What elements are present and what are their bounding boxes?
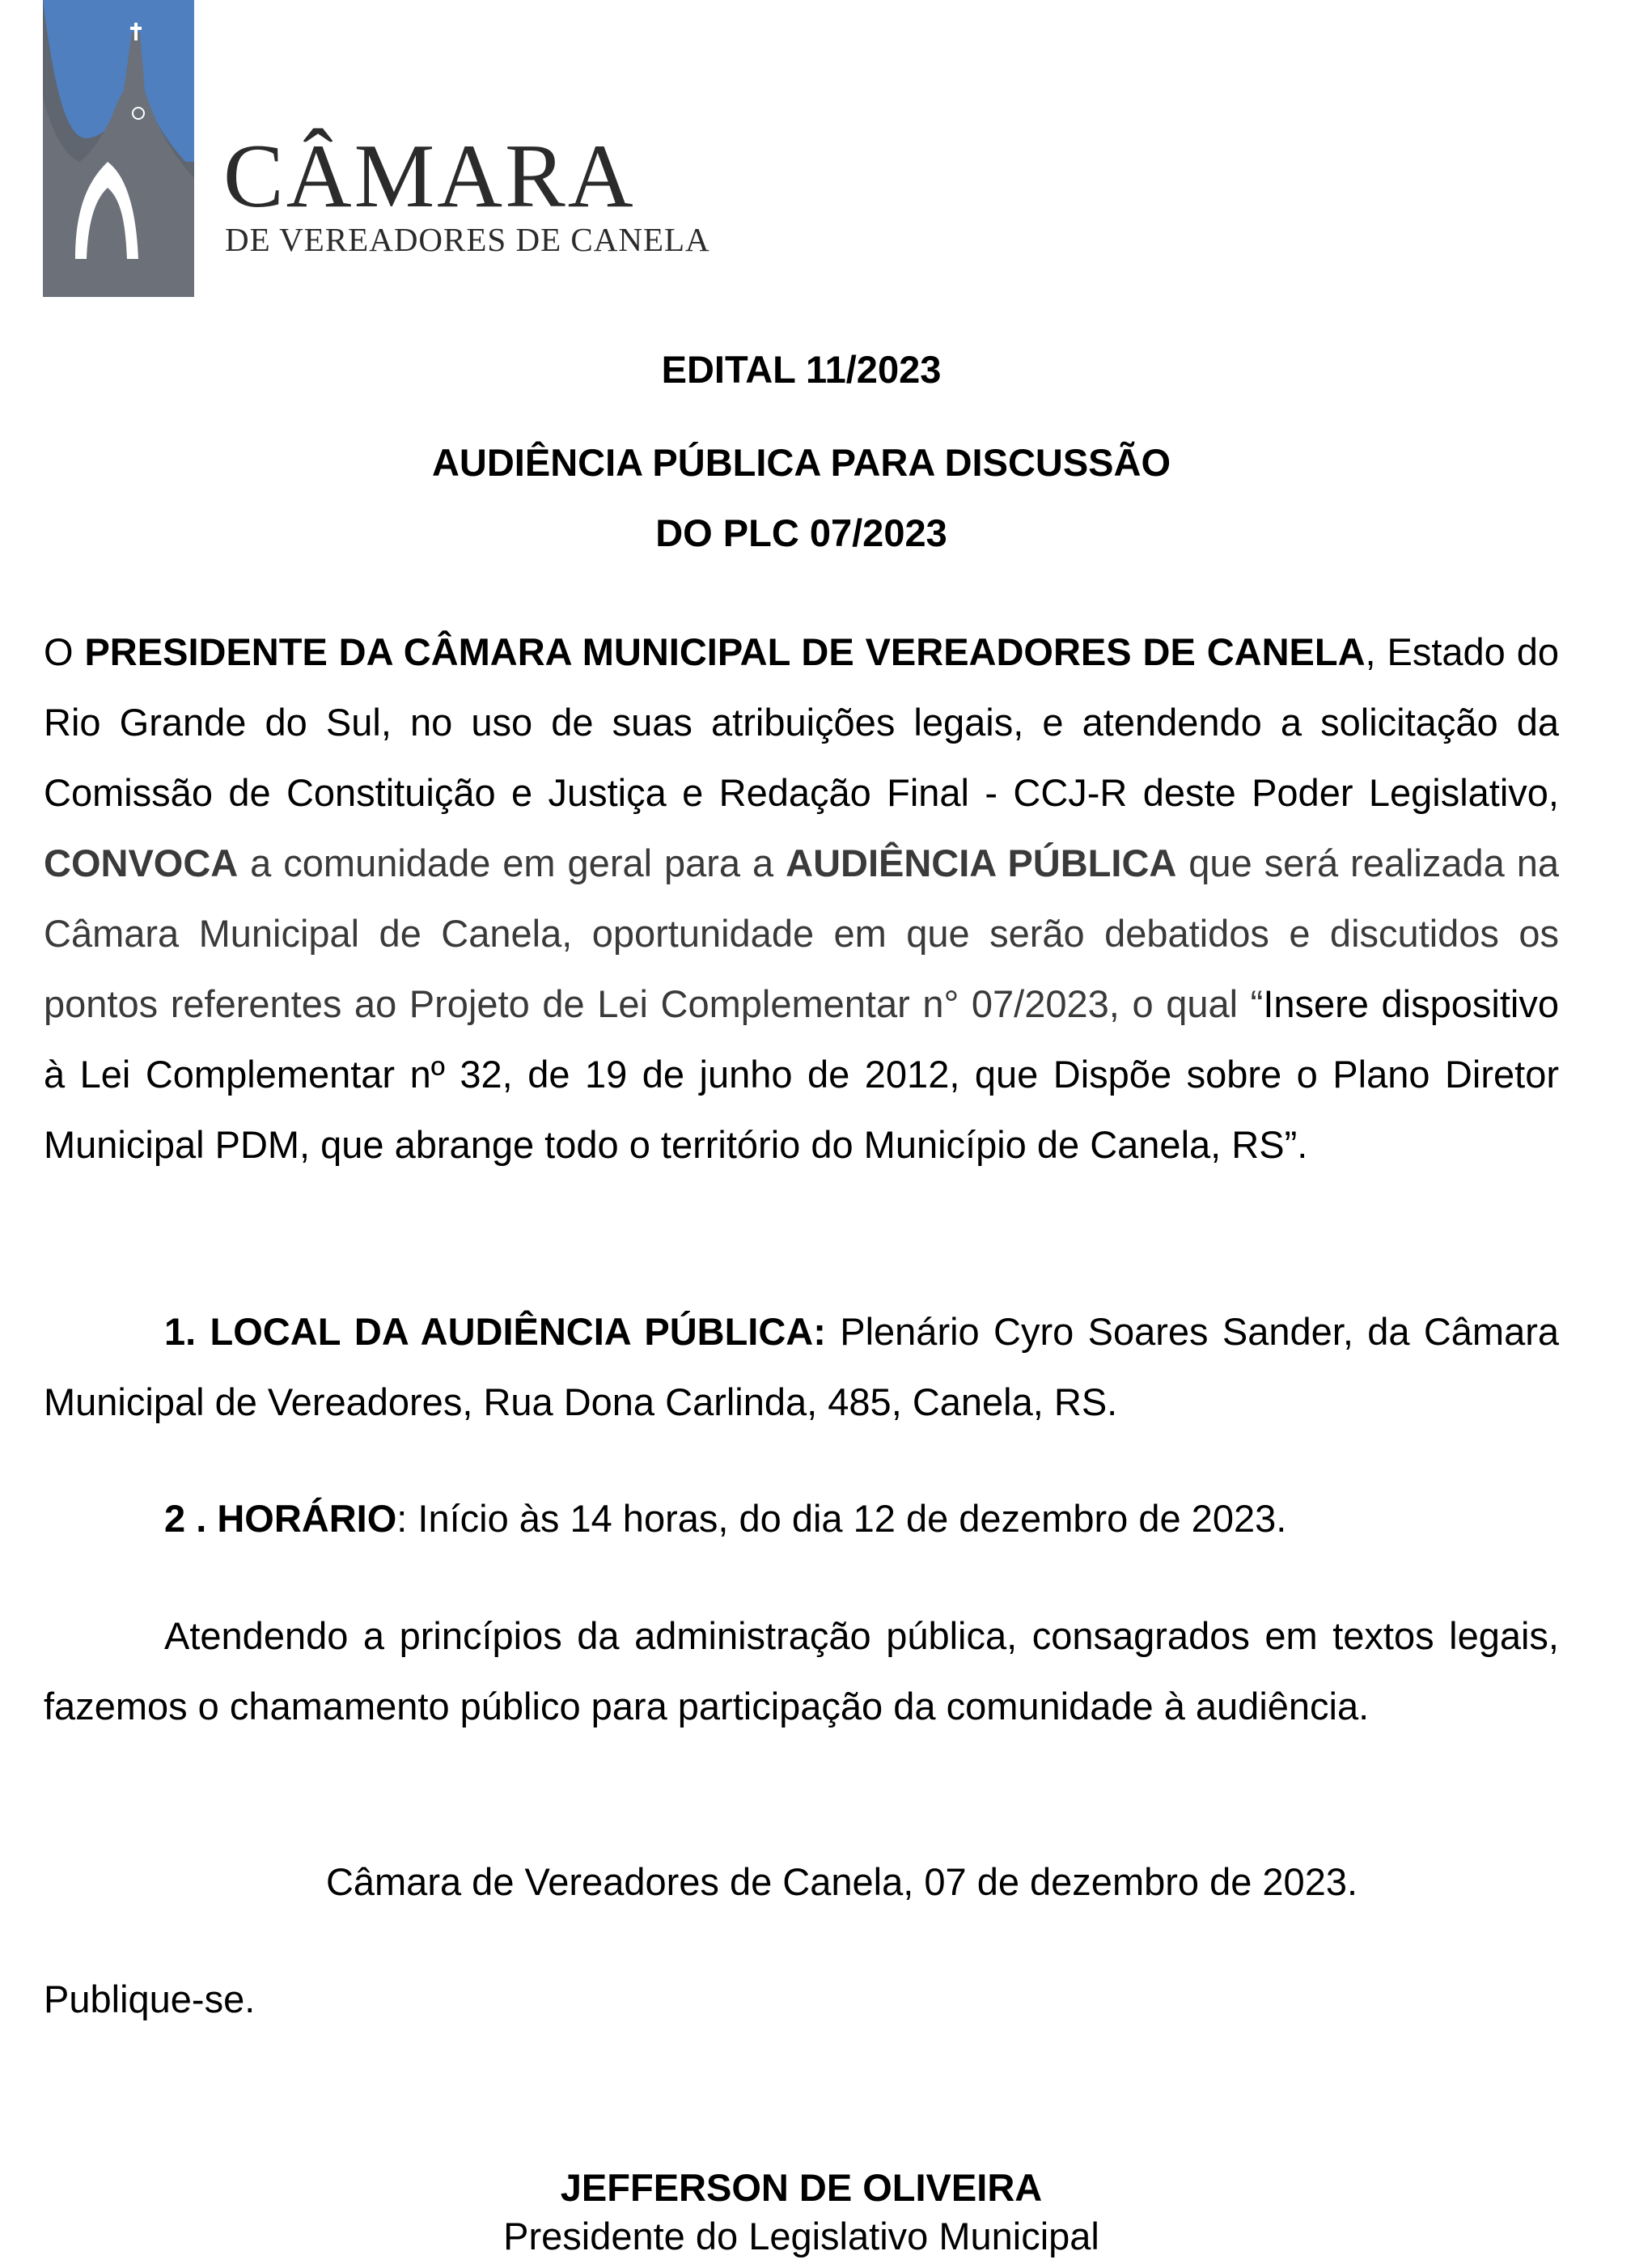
item2-text: : Início às 14 horas, do dia 12 de dezembro de 2023. [396,1497,1287,1540]
item2-label: 2 . HORÁRIO [164,1497,397,1540]
logo-sub-text: DE VEREADORES DE CANELA [225,221,710,258]
edital-number: EDITAL 11/2023 [661,348,942,391]
logo-main-text: CÂMARA [223,126,636,227]
item1-label: 1. LOCAL DA AUDIÊNCIA PÚBLICA: [164,1310,826,1353]
p1-authority: PRESIDENTE DA CÂMARA MUNICIPAL DE VEREADORES DE CANELA [84,630,1366,673]
main-paragraph [44,617,1559,1180]
p1-part3: que será realizada na Câmara Municipal de Canela, oportunidade em que serão debatidos e discutidos os pontos referentes ao Projeto de Lei Complementar n° 07/2023, o qual “ [44,841,1560,1025]
closing-paragraph: Atendendo a princípios da administração pública, consagrados em textos legais, fazemos o chamamento público para participação da comunidade à audiência. [44,1614,1559,1727]
item1-text: Plenário Cyro Soares Sander, da Câmara Municipal de Vereadores, Rua Dona Carlinda, 485, Canela, RS. [44,1310,1559,1423]
p1-part1: , Estado do Rio Grande do Sul, no uso de suas atribuições legais, e atendendo a solicitação da Comissão de Constituição e Justiça e Redação Final - CCJ-R deste Poder Legislativo, [44,630,1559,814]
chamber-logo [43,0,710,297]
item-local [44,1296,1559,1437]
signer-title: Presidente do Legislativo Municipal [503,2215,1099,2257]
item-horario [44,1483,1559,1554]
p1-convoca: CONVOCA [44,841,239,884]
p1-audiencia: AUDIÊNCIA PÚBLICA [786,841,1177,884]
title-line-1: AUDIÊNCIA PÚBLICA PARA DISCUSSÃO [431,441,1171,484]
signer-name: JEFFERSON DE OLIVEIRA [560,2166,1043,2209]
place-date: Câmara de Vereadores de Canela, 07 de dezembro de 2023. [325,1860,1358,1903]
publique-se: Publique-se. [44,1978,256,2020]
p1-quote: Insere dispositivo à Lei Complementar nº 32, de 19 de junho de 2012, que Dispõe sobre o Plano Diretor Municipal PDM, que abrange todo o território do Município de Canela, RS [44,982,1559,1166]
p1-prefix: O [44,630,85,673]
title-line-2: DO PLC 07/2023 [655,511,947,554]
p1-part2: a comunidade em geral para a [238,841,786,884]
p1-end: ”. [1284,1123,1308,1166]
